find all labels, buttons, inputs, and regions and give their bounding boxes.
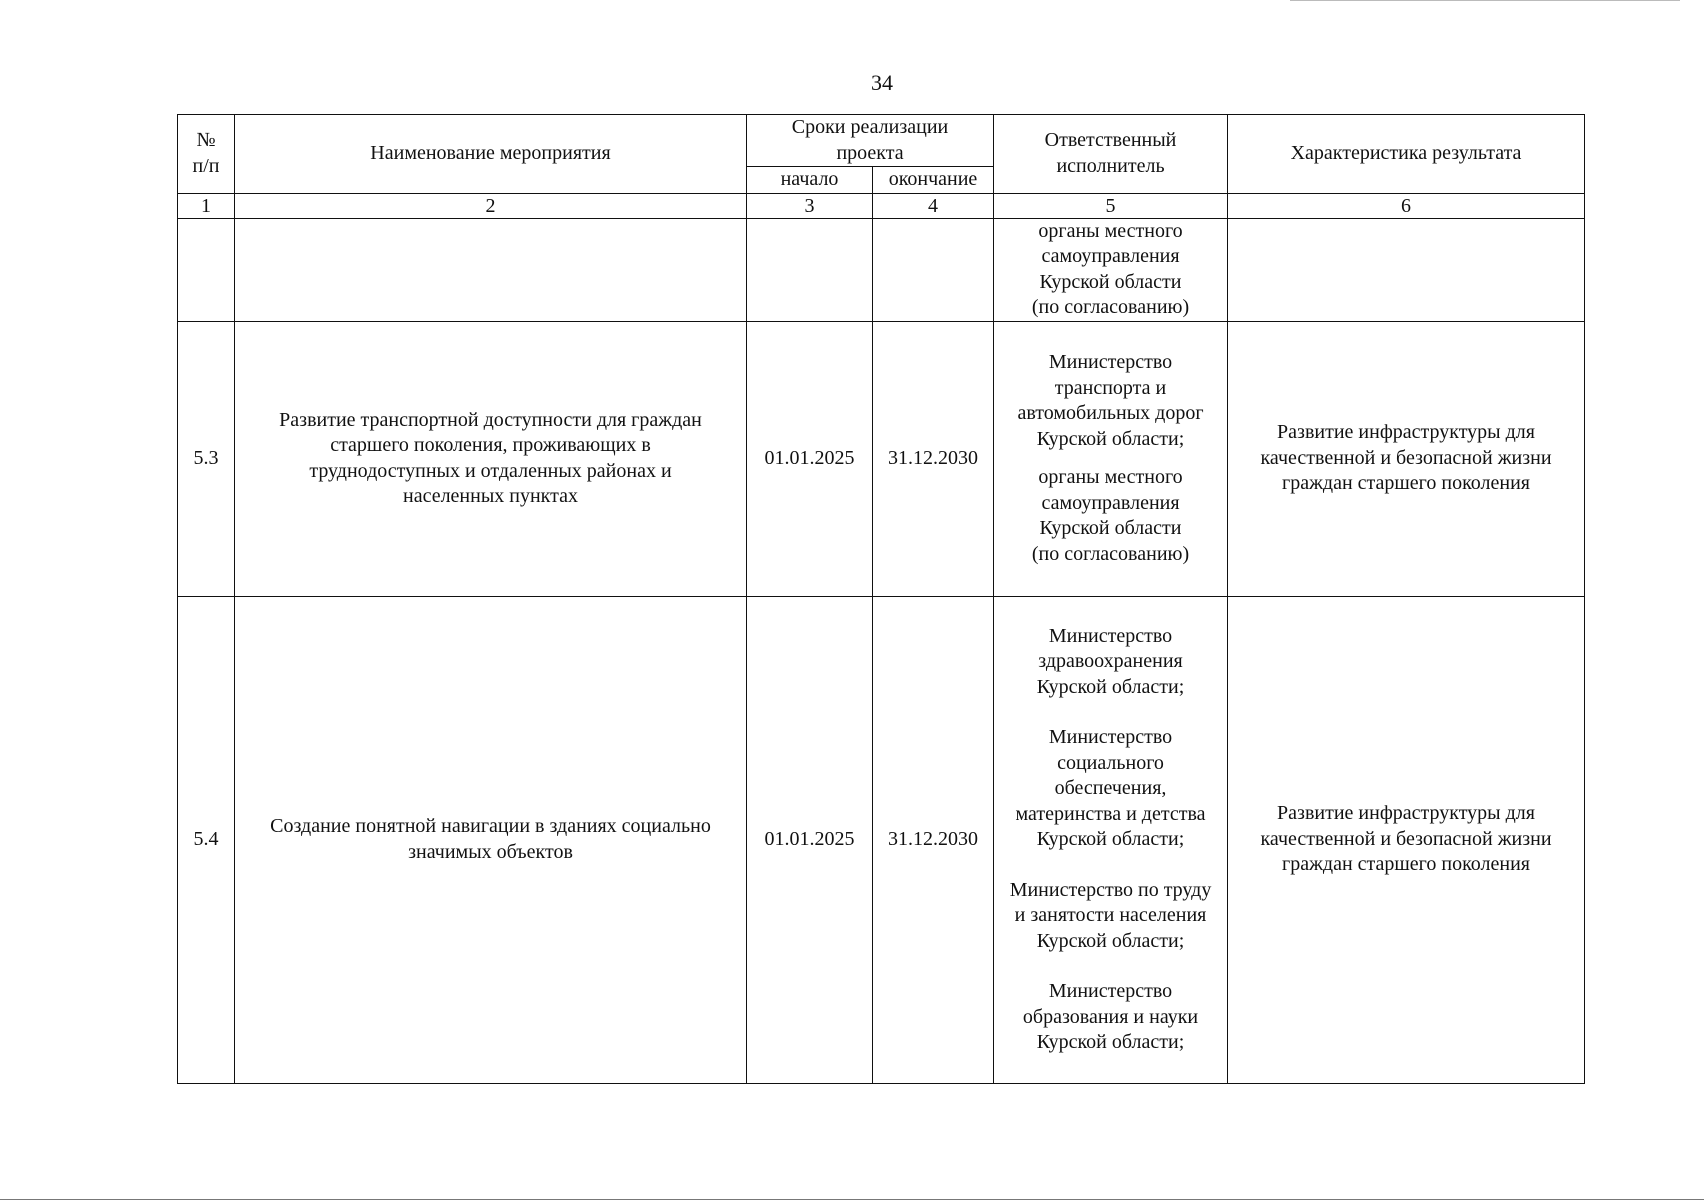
measures-table bbox=[177, 114, 1585, 1084]
row-name-line: Создание понятной навигации в зданиях социально bbox=[270, 815, 711, 837]
header-executor bbox=[994, 115, 1228, 194]
executor-line: Министерство bbox=[1048, 726, 1173, 748]
header-result: Характеристика результата bbox=[1228, 115, 1585, 194]
row-number bbox=[178, 218, 235, 321]
executor-line: Министерство bbox=[1048, 624, 1173, 647]
row-name-line: Развитие транспортной доступности для граждан bbox=[279, 408, 702, 431]
executor-entry bbox=[997, 979, 1224, 1056]
row-executor bbox=[994, 321, 1228, 596]
executor-line: самоуправления bbox=[1041, 491, 1180, 514]
row-executor bbox=[994, 596, 1228, 1083]
row-name-line: труднодоступных и отдаленных районах и bbox=[309, 459, 672, 482]
row-name-line: старшего поколения, проживающих в bbox=[330, 434, 651, 456]
header-terms-line-1: Сроки реализации bbox=[791, 116, 949, 138]
row-name-line: населенных пунктах bbox=[403, 485, 578, 507]
executor-entry bbox=[997, 350, 1224, 452]
header-start: начало bbox=[747, 167, 873, 194]
executor-line: Курской области; bbox=[1036, 675, 1185, 698]
row-executor bbox=[994, 218, 1228, 321]
header-end: окончание bbox=[873, 167, 994, 194]
row-start bbox=[747, 218, 873, 321]
row-name bbox=[235, 218, 747, 321]
executor-line: органы местного bbox=[1038, 219, 1183, 242]
row-result-line: Развитие инфраструктуры для bbox=[1277, 421, 1535, 444]
row-result-line: качественной и безопасной жизни bbox=[1260, 827, 1552, 850]
row-number: 5.3 bbox=[178, 321, 235, 596]
executor-line: Министерство по труду bbox=[1009, 878, 1212, 901]
executor-line: Министерство bbox=[1048, 351, 1173, 373]
row-end: 31.12.2030 bbox=[873, 596, 994, 1083]
executor-entry bbox=[997, 878, 1224, 955]
column-number-4: 4 bbox=[873, 193, 994, 218]
executor-line: самоуправления bbox=[1041, 245, 1180, 267]
column-number-3: 3 bbox=[747, 193, 873, 218]
row-result-line: качественной и безопасной жизни bbox=[1260, 446, 1552, 469]
column-number-5: 5 bbox=[994, 193, 1228, 218]
executor-line: Министерство bbox=[1048, 980, 1173, 1002]
executor-line: и занятости населения bbox=[1014, 904, 1207, 926]
header-number-abbrev: п/п bbox=[192, 154, 220, 177]
executor-line: здравоохранения bbox=[1038, 650, 1183, 672]
executor-entry bbox=[997, 465, 1224, 567]
executor-line: (по согласованию) bbox=[1031, 542, 1190, 565]
executor-line: Курской области; bbox=[1036, 1031, 1185, 1053]
executor-line: органы местного bbox=[1038, 466, 1183, 488]
executor-entry bbox=[997, 725, 1224, 853]
header-terms bbox=[747, 115, 994, 167]
row-name bbox=[235, 321, 747, 596]
header-name: Наименование мероприятия bbox=[235, 115, 747, 194]
column-number-1: 1 bbox=[178, 193, 235, 218]
row-result bbox=[1228, 321, 1585, 596]
table-row bbox=[178, 218, 1585, 321]
executor-entry bbox=[997, 624, 1224, 701]
executor-line: социального bbox=[1057, 751, 1164, 774]
row-name bbox=[235, 596, 747, 1083]
header-executor-line-1: Ответственный bbox=[1044, 129, 1177, 152]
row-result-line: Развитие инфраструктуры для bbox=[1277, 802, 1535, 825]
row-result bbox=[1228, 218, 1585, 321]
row-result bbox=[1228, 596, 1585, 1083]
executor-line: Курской области; bbox=[1036, 427, 1185, 450]
row-result-line: граждан старшего поколения bbox=[1282, 472, 1530, 495]
page-number: 34 bbox=[871, 70, 893, 95]
executor-line: Курской области bbox=[1039, 270, 1182, 293]
row-name-line: значимых объектов bbox=[408, 840, 573, 863]
executor-line: Курской области bbox=[1039, 517, 1182, 539]
column-number-6: 6 bbox=[1228, 193, 1585, 218]
executor-line: (по согласованию) bbox=[1031, 296, 1190, 318]
row-end bbox=[873, 218, 994, 321]
header-executor-line-2: исполнитель bbox=[1056, 154, 1165, 177]
executor-entry bbox=[997, 219, 1224, 321]
executor-line: образования и науки bbox=[1022, 1005, 1199, 1028]
row-start: 01.01.2025 bbox=[747, 321, 873, 596]
executor-line: транспорта и bbox=[1054, 376, 1167, 399]
table-row bbox=[178, 596, 1585, 1083]
row-start: 01.01.2025 bbox=[747, 596, 873, 1083]
column-number-2: 2 bbox=[235, 193, 747, 218]
executor-line: материнства и детства bbox=[1015, 802, 1206, 825]
executor-line: автомобильных дорог bbox=[1017, 402, 1204, 424]
row-result-line: граждан старшего поколения bbox=[1282, 853, 1530, 876]
header-number bbox=[178, 115, 235, 194]
executor-line: обеспечения, bbox=[1054, 777, 1167, 799]
executor-line: Курской области; bbox=[1036, 929, 1185, 952]
row-end: 31.12.2030 bbox=[873, 321, 994, 596]
header-terms-line-2: проекта bbox=[836, 141, 904, 164]
scan-artifact bbox=[1290, 0, 1680, 1]
header-number-symbol: № bbox=[196, 129, 216, 152]
executor-line: Курской области; bbox=[1036, 828, 1185, 850]
table-row bbox=[178, 321, 1585, 596]
row-number: 5.4 bbox=[178, 596, 235, 1083]
